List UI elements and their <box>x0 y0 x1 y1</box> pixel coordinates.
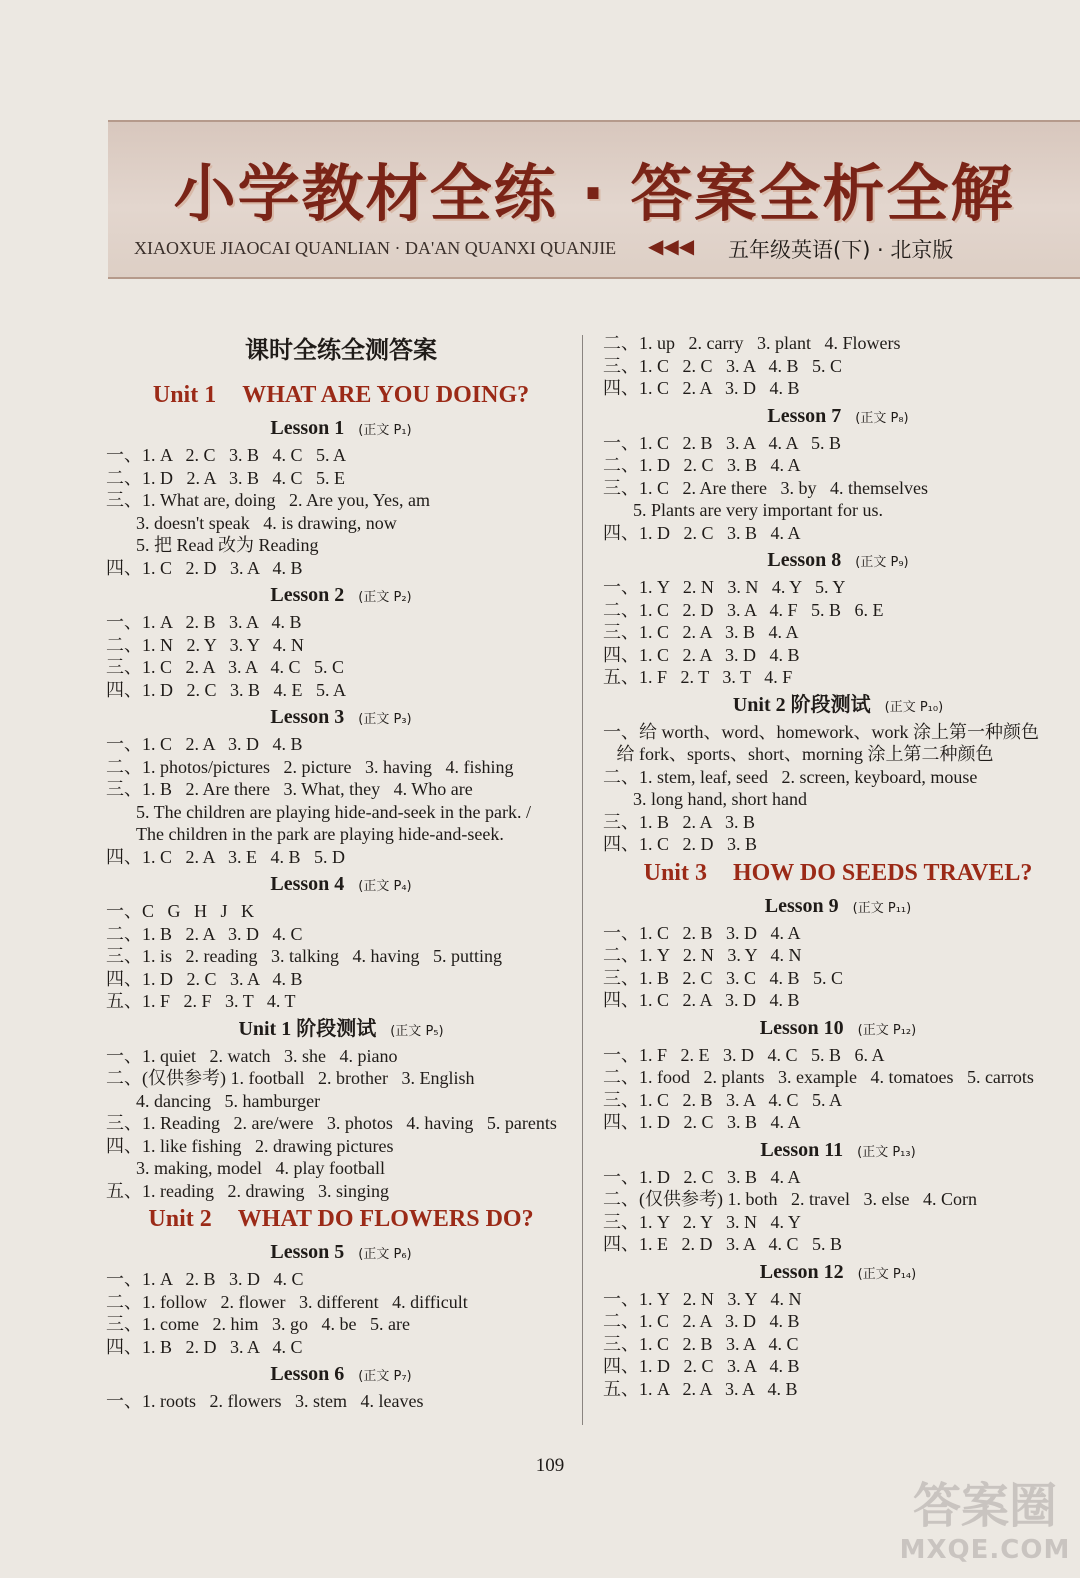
answer-line: 一、1. F 2. E 3. D 4. C 5. B 6. A <box>603 1044 885 1065</box>
answer-line: 五、1. F 2. F 3. T 4. T <box>106 991 296 1011</box>
unit-title: WHAT ARE YOU DOING? <box>242 382 530 408</box>
lesson-heading: Lesson 9 (正文 P₁₁) <box>764 894 912 917</box>
answer-line: 三、1. B 2. A 3. B <box>603 811 756 832</box>
answer-line: 一、1. C 2. B 3. D 4. A <box>603 922 801 943</box>
answer-line: 5. 把 Read 改为 Reading <box>136 535 319 555</box>
answer-line: 三、1. C 2. B 3. A 4. C 5. A <box>603 1089 843 1110</box>
answer-line: 四、1. B 2. D 3. A 4. C <box>106 1336 303 1357</box>
answer-line: 二、1. stem, leaf, seed 2. screen, keyboard, mouse <box>603 766 978 787</box>
book-title: 小学教材全练 · 答案全析全解 <box>173 157 1015 230</box>
answer-line: 四、1. C 2. A 3. D 4. B <box>603 990 800 1010</box>
answer-line: 四、1. D 2. C 3. B 4. A <box>603 1112 801 1132</box>
answer-line: 一、1. C 2. A 3. D 4. B <box>106 734 303 754</box>
answer-line: 三、1. Reading 2. are/were 3. photos 4. having 5. parents <box>106 1113 557 1133</box>
answer-line: 四、1. D 2. C 3. B 4. A <box>603 522 801 543</box>
answer-line: 3. making, model 4. play football <box>136 1158 385 1178</box>
lesson-heading: Lesson 11 (正文 P₁₃) <box>760 1138 916 1161</box>
answer-line: 二、1. D 2. A 3. B 4. C 5. E <box>106 467 346 488</box>
answer-line: 三、1. C 2. B 3. A 4. C <box>603 1333 799 1354</box>
answer-line: 五、1. A 2. A 3. A 4. B <box>603 1378 798 1399</box>
answer-line: 四、1. like fishing 2. drawing pictures <box>106 1135 394 1156</box>
answer-line: 一、1. C 2. B 3. A 4. A 5. B <box>603 432 842 453</box>
answer-line: 四、1. E 2. D 3. A 4. C 5. B <box>603 1234 843 1254</box>
lesson-heading: Lesson 12 (正文 P₁₄) <box>759 1260 917 1283</box>
answer-line: 四、1. C 2. A 3. D 4. B <box>603 378 800 398</box>
grade-edition: 五年级英语(下) · 北京版 <box>728 238 954 262</box>
arrow-icon: ◀◀◀ <box>648 234 695 258</box>
lesson-heading: Lesson 8 (正文 P₉) <box>767 549 909 571</box>
lesson-heading: Lesson 1 (正文 P₁) <box>270 417 412 439</box>
answer-line: 一、1. Y 2. N 3. N 4. Y 5. Y <box>603 577 846 597</box>
unit-title: HOW DO SEEDS TRAVEL? <box>732 859 1033 886</box>
lesson-heading: Lesson 6 (正文 P₇) <box>270 1363 412 1385</box>
test-heading: Unit 2 阶段测试 (正文 P₁₀) <box>732 693 944 716</box>
lesson-heading: Lesson 10 (正文 P₁₂) <box>759 1016 917 1039</box>
answer-line: 一、1. D 2. C 3. B 4. A <box>603 1166 801 1187</box>
answer-line: 二、1. up 2. carry 3. plant 4. Flowers <box>603 333 901 353</box>
answer-line: 一、1. A 2. B 3. A 4. B <box>106 612 302 632</box>
site-watermark <box>890 1480 1080 1578</box>
answer-line: 一、1. A 2. B 3. D 4. C <box>106 1269 304 1289</box>
answer-line: 三、1. C 2. C 3. A 4. B 5. C <box>603 355 843 376</box>
unit-heading <box>106 1202 576 1236</box>
answer-line: 二、1. C 2. A 3. D 4. B <box>603 1311 800 1331</box>
answer-line: 二、1. food 2. plants 3. example 4. tomatoes 5. carrots <box>603 1067 1034 1087</box>
lesson-heading: Lesson 7 (正文 P₈) <box>767 404 909 427</box>
answer-line: 二、1. photos/pictures 2. picture 3. having 4. fishing <box>106 756 514 777</box>
lesson-heading: Lesson 4 (正文 P₄) <box>270 873 412 895</box>
unit-heading <box>603 856 1073 890</box>
answer-line: 3. doesn't speak 4. is drawing, now <box>136 512 397 533</box>
answer-line: The children in the park are playing hide-and-seek. <box>136 824 504 844</box>
watermark-url: MXQE.COM <box>899 1535 1071 1565</box>
answer-line: 二、1. Y 2. N 3. Y 4. N <box>603 945 802 965</box>
answer-line: 三、1. come 2. him 3. go 4. be 5. are <box>106 1314 410 1334</box>
answer-line: 四、1. D 2. C 3. B 4. E 5. A <box>106 679 347 700</box>
answer-line: 二、1. C 2. D 3. A 4. F 5. B 6. E <box>603 599 884 620</box>
answer-line: 三、1. What are, doing 2. Are you, Yes, am <box>106 490 430 510</box>
answer-line: 三、1. C 2. A 3. B 4. A <box>603 622 799 642</box>
answer-line: 三、1. C 2. A 3. A 4. C 5. C <box>106 657 345 677</box>
test-heading: Unit 1 阶段测试 (正文 P₅) <box>238 1017 444 1040</box>
answer-line: 一、1. Y 2. N 3. Y 4. N <box>603 1288 802 1309</box>
column-divider <box>582 335 583 1425</box>
watermark-logo: 答案圈 <box>912 1478 1057 1534</box>
answer-line: 5. Plants are very important for us. <box>633 500 883 520</box>
answer-line: 三、1. C 2. Are there 3. by 4. themselves <box>603 477 928 498</box>
answer-line: 一、1. quiet 2. watch 3. she 4. piano <box>106 1045 398 1066</box>
answer-line: 二、1. follow 2. flower 3. different 4. difficult <box>106 1291 468 1312</box>
unit-title: WHAT DO FLOWERS DO? <box>237 1206 534 1232</box>
answer-line: 四、1. C 2. D 3. B <box>603 834 758 854</box>
answer-line: 五、1. reading 2. drawing 3. singing <box>106 1180 389 1201</box>
answer-line: 三、1. B 2. C 3. C 4. B 5. C <box>603 967 844 988</box>
answer-line: 二、1. N 2. Y 3. Y 4. N <box>106 634 304 655</box>
unit-number: Unit 2 <box>148 1206 212 1232</box>
answer-line: 四、1. C 2. D 3. A 4. B <box>106 557 303 578</box>
unit-number: Unit 3 <box>643 859 707 886</box>
lesson-heading: Lesson 2 (正文 P₂) <box>270 584 412 606</box>
answer-line: 四、1. D 2. C 3. A 4. B <box>603 1356 800 1376</box>
unit-number: Unit 1 <box>152 382 217 408</box>
left-column <box>106 332 576 1413</box>
answer-line: 四、1. C 2. A 3. D 4. B <box>603 644 800 665</box>
right-column <box>603 332 1073 1400</box>
unit-heading <box>106 378 576 412</box>
book-subtitle-pinyin: XIAOXUE JIAOCAI QUANLIAN · DA'AN QUANXI QUANJIE <box>134 238 617 258</box>
answer-line: 三、1. Y 2. Y 3. N 4. Y <box>603 1211 801 1232</box>
answer-line: 三、1. is 2. reading 3. talking 4. having 5. putting <box>106 946 502 966</box>
answer-line: 四、1. D 2. C 3. A 4. B <box>106 968 303 989</box>
answer-line: 5. The children are playing hide-and-seek in the park. / <box>136 801 532 822</box>
answer-line: 三、1. B 2. Are there 3. What, they 4. Who are <box>106 779 473 799</box>
answer-line: 四、1. C 2. A 3. E 4. B 5. D <box>106 846 346 867</box>
page-title: 课时全练全测答案 <box>245 336 437 364</box>
lesson-heading: Lesson 3 (正文 P₃) <box>270 706 412 728</box>
answer-line: 4. dancing 5. hamburger <box>136 1090 321 1111</box>
answer-line: 二、1. B 2. A 3. D 4. C <box>106 923 303 944</box>
answer-line: 给 fork、sports、short、morning 涂上第二种颜色 <box>603 744 994 764</box>
answer-line: 一、C G H J K <box>106 901 255 921</box>
answer-line: 3. long hand, short hand <box>633 789 807 809</box>
answer-line: 二、(仅供参考) 1. football 2. brother 3. English <box>106 1068 475 1088</box>
page-number: 109 <box>535 1455 565 1476</box>
answer-line: 五、1. F 2. T 3. T 4. F <box>603 667 793 687</box>
answer-line: 一、1. roots 2. flowers 3. stem 4. leaves <box>106 1391 424 1411</box>
header-banner <box>108 120 1080 279</box>
answer-line: 二、1. D 2. C 3. B 4. A <box>603 455 801 475</box>
answer-line: 二、(仅供参考) 1. both 2. travel 3. else 4. Corn <box>603 1189 977 1209</box>
answer-line: 一、1. A 2. C 3. B 4. C 5. A <box>106 445 347 465</box>
answer-line: 一、给 worth、word、homework、work 涂上第一种颜色 <box>603 721 1039 742</box>
lesson-heading: Lesson 5 (正文 P₆) <box>270 1241 412 1263</box>
